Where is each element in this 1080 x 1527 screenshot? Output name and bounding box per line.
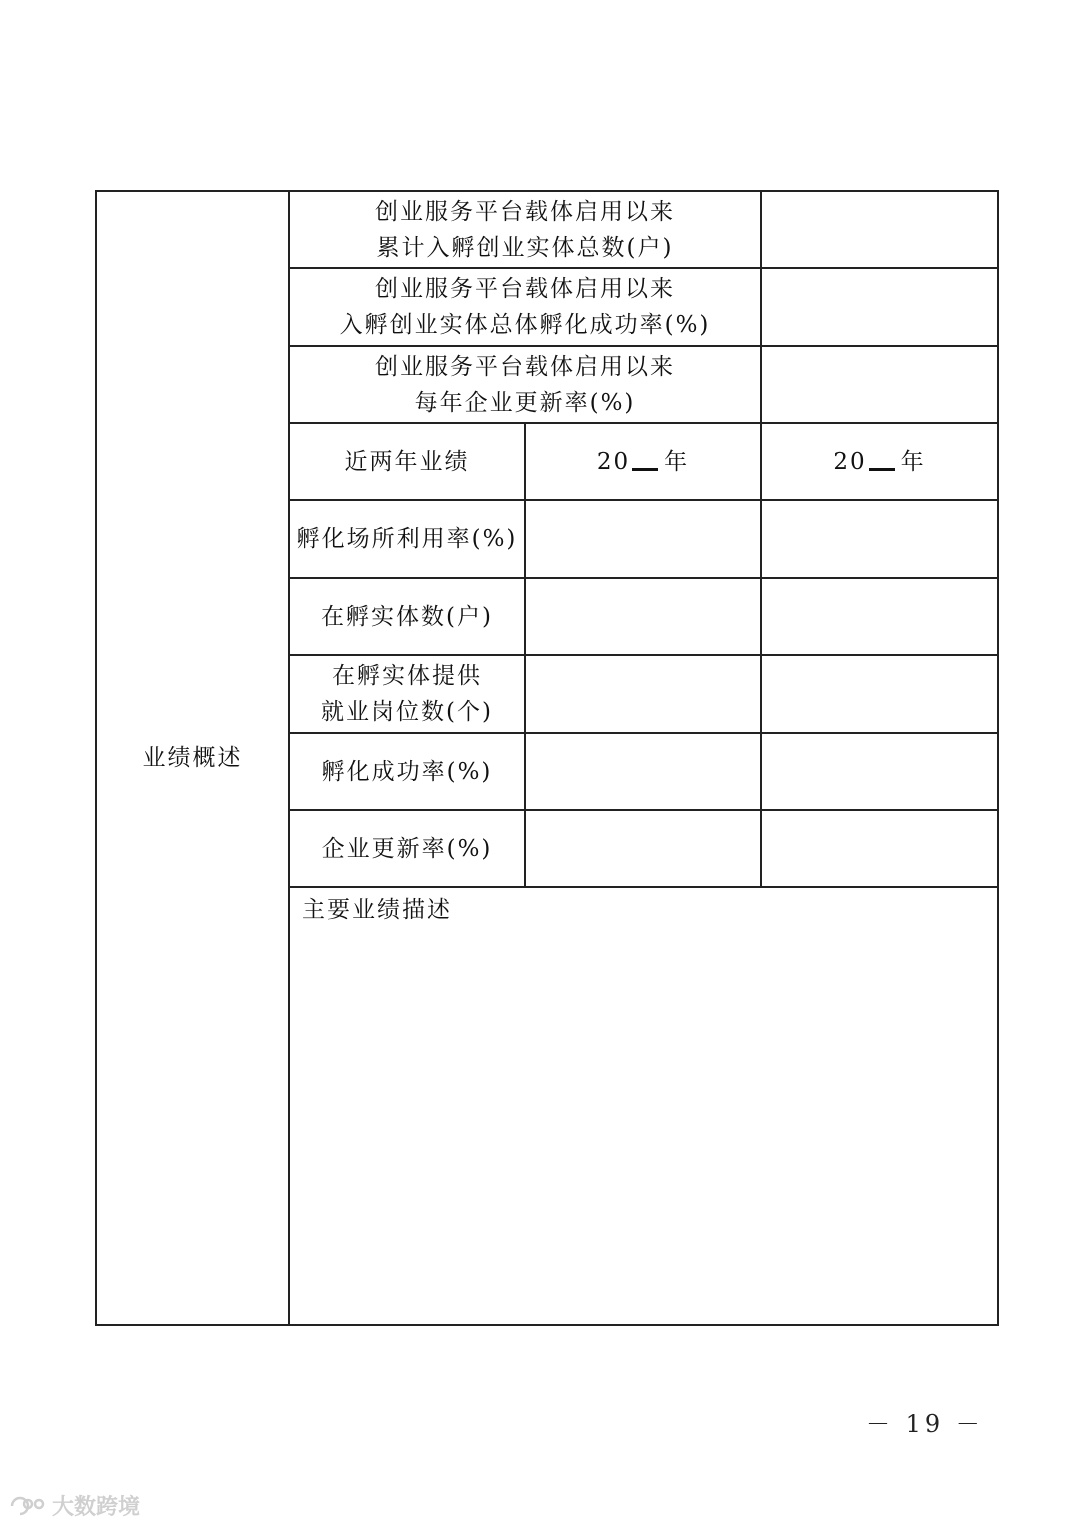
metric-value-year-1[interactable] (525, 578, 761, 655)
label-line-2: 累计入孵创业实体总数(户) (376, 234, 674, 261)
year-2-prefix: 20 (833, 448, 867, 475)
year-1-blank[interactable] (632, 446, 658, 471)
cumulative-label-renewal-rate (289, 346, 761, 423)
label-line-1: 创业服务平台载体启用以来 (375, 198, 675, 225)
metric-label-incubating-entities: 在孵实体数(户) (289, 578, 525, 655)
metric-value-year-2[interactable] (761, 733, 998, 810)
metric-value-year-2[interactable] (761, 578, 998, 655)
metric-label-renewal-rate: 企业更新率(%) (289, 810, 525, 887)
metric-value-year-1[interactable] (525, 500, 761, 578)
label-line-1: 创业服务平台载体启用以来 (375, 353, 675, 380)
watermark (8, 1490, 140, 1521)
year-1-prefix: 20 (596, 448, 631, 475)
cumulative-value-total-entities[interactable] (761, 191, 998, 268)
metric-label-success-rate: 孵化成功率(%) (289, 733, 525, 810)
metric-value-year-1[interactable] (525, 733, 761, 810)
metric-value-year-1[interactable] (525, 810, 761, 887)
cumulative-value-renewal-rate[interactable] (761, 346, 998, 423)
watermark-text: 大数跨境 (52, 1495, 141, 1520)
label-line-2: 每年企业更新率(%) (414, 389, 636, 416)
metric-value-year-2[interactable] (761, 810, 998, 887)
cumulative-label-success-rate (289, 268, 761, 346)
label-line-2: 入孵创业实体总体孵化成功率(%) (339, 312, 711, 338)
description-label: 主要业绩描述 (302, 897, 452, 923)
label-line-1: 在孵实体提供 (332, 663, 482, 689)
year-1-suffix: 年 (664, 448, 690, 475)
cumulative-label-total-entities (289, 191, 761, 268)
performance-form-table (95, 190, 999, 1326)
recent-years-label: 近两年业绩 (289, 423, 525, 500)
year-2-blank[interactable] (869, 446, 895, 471)
metric-value-year-1[interactable] (525, 655, 761, 733)
cumulative-value-success-rate[interactable] (761, 268, 998, 346)
metric-value-year-2[interactable] (761, 655, 998, 733)
description-cell[interactable] (289, 887, 998, 1325)
metric-label-space-utilization: 孵化场所利用率(%) (289, 500, 525, 578)
label-line-1: 创业服务平台载体启用以来 (375, 276, 675, 302)
year-2-suffix: 年 (900, 448, 926, 475)
section-label: 业绩概述 (96, 191, 289, 1325)
cumulative-row-total-entities (96, 191, 998, 268)
year-2-header[interactable] (761, 423, 998, 500)
metric-label-jobs-provided (289, 655, 525, 733)
metric-value-year-2[interactable] (761, 500, 998, 578)
brand-logo-icon (8, 1494, 48, 1518)
page-number: － 19 － (866, 1410, 984, 1438)
label-line-2: 就业岗位数(个) (321, 699, 493, 725)
year-1-header[interactable] (525, 423, 761, 500)
